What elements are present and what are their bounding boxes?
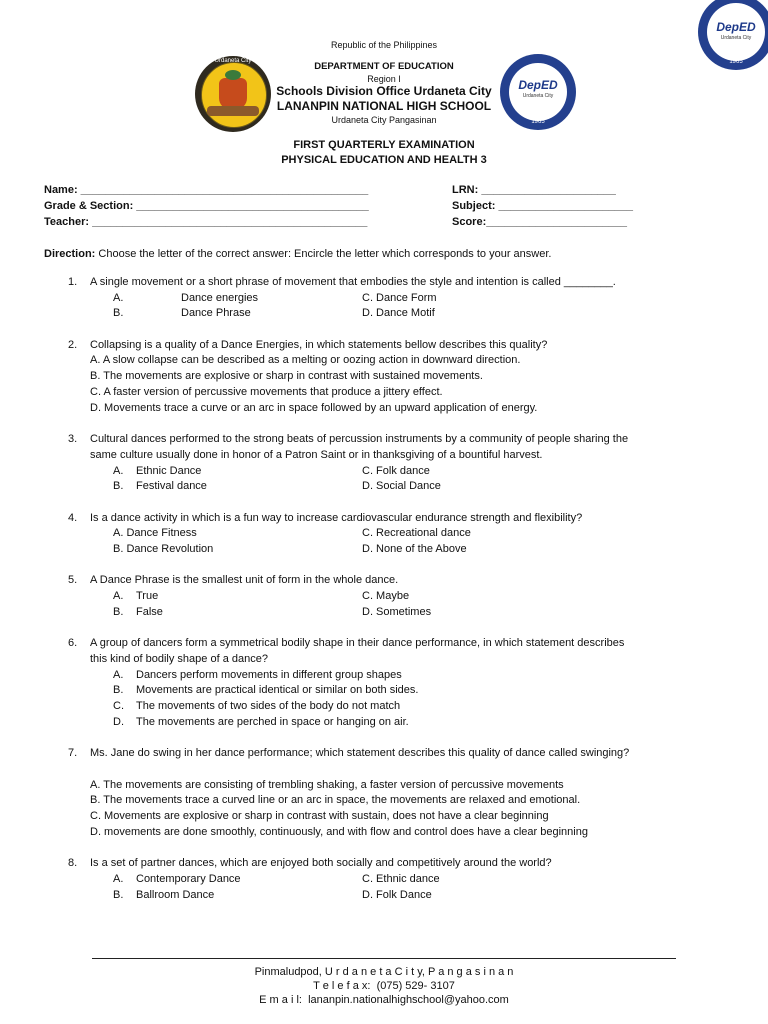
deped-logo-corner: DepED (716, 20, 756, 34)
direction-label: Direction: (44, 248, 96, 260)
choice-option[interactable]: D. movements are done smoothly, continuously, and with flow and control does have a clear beginning (90, 826, 588, 838)
choice-text[interactable]: Dance energies (181, 292, 259, 304)
choice-text[interactable]: D. Folk Dance (362, 889, 432, 901)
republic-line: Republic of the Philippines (330, 40, 438, 50)
choice-option[interactable]: D. Movements trace a curve or an arc in space followed by an upward application of energy. (90, 402, 538, 414)
choice-text[interactable]: Movements are practical identical or similar on both sides. (136, 684, 419, 696)
question-text: Collapsing is a quality of a Dance Energies, in which statements bellow describes this quality? (90, 339, 548, 351)
teacher-field[interactable]: Teacher: _____________________________________________ (44, 216, 368, 228)
exam-title: FIRST QUARTERLY EXAMINATION (293, 139, 475, 151)
lrn-field[interactable]: LRN: ______________________ (452, 184, 616, 196)
choice-option[interactable]: A. A slow collapse can be described as a melting or oozing action in downward direction. (90, 354, 521, 366)
choice-text[interactable]: C. Ethnic dance (362, 873, 440, 885)
school-location: Urdaneta City Pangasinan (331, 115, 437, 125)
choice-text[interactable]: Ethnic Dance (136, 465, 202, 477)
deped-logo: DepED (518, 78, 558, 92)
choice-letter[interactable]: B. (113, 889, 124, 901)
choice-letter[interactable]: A. (113, 669, 124, 681)
question-text: Ms. Jane do swing in her dance performance; which statement describes this quality of dance called swinging? (90, 747, 630, 759)
choice-letter[interactable]: A. (113, 873, 124, 885)
direction (44, 247, 551, 263)
choice-option[interactable]: C. Movements are explosive or sharp in contrast with sustain, does not have a clear beginning (90, 810, 549, 822)
choice-letter[interactable]: B. (113, 684, 124, 696)
choice-text[interactable]: Dance Phrase (181, 307, 251, 319)
choice-text[interactable]: Dancers perform movements in different group shapes (136, 669, 402, 681)
choice-text[interactable]: D. Sometimes (362, 606, 432, 618)
choice-letter[interactable]: B. (113, 307, 124, 319)
choice-text[interactable]: C. Recreational dance (362, 527, 471, 539)
grade-section-field[interactable]: Grade & Section: ______________________________________ (44, 200, 369, 212)
subject-field[interactable]: Subject: ______________________ (452, 200, 634, 212)
choice-text[interactable]: C. Dance Form (362, 292, 437, 304)
question-number: 8. (68, 857, 78, 869)
score-field[interactable]: Score:_______________________ (452, 216, 627, 228)
choice-text[interactable]: False (136, 606, 163, 618)
choice-text[interactable]: Ballroom Dance (136, 889, 215, 901)
question-text: Cultural dances performed to the strong beats of percussion instruments by a community of people sharing the (90, 433, 629, 445)
footer-divider (92, 958, 676, 959)
choice-letter[interactable]: A. (113, 465, 124, 477)
choice-option[interactable]: A. The movements are consisting of trembling shaking, a faster version of percussive movements (90, 779, 564, 791)
choice-text[interactable]: D. None of the Above (362, 543, 467, 555)
question-number: 2. (68, 339, 78, 351)
choice-text[interactable]: True (136, 590, 159, 602)
choice-text[interactable]: The movements of two sides of the body do not match (136, 700, 401, 712)
footer-telefax (0, 980, 768, 992)
choice-option[interactable]: C. A faster version of percussive movements that produce a jittery effect. (90, 386, 443, 398)
question-number: 3. (68, 433, 78, 445)
choice-text[interactable]: Festival dance (136, 480, 207, 492)
choice-letter[interactable]: B. (113, 606, 124, 618)
question-text: A group of dancers form a symmetrical bodily shape in their dance performance, in which statement describes (90, 637, 625, 649)
seal-label: Urdaneta City (214, 58, 252, 64)
footer-address: Pinmaludpod, U r d a n e t a C i t y, P a n g a s i n a n (254, 966, 514, 978)
choice-letter[interactable]: A. (113, 292, 124, 304)
choice-text[interactable]: D. Dance Motif (362, 307, 435, 319)
question-number: 5. (68, 574, 78, 586)
question-text: Is a dance activity in which is a fun way to increase cardiovascular endurance strength and flexibility? (90, 512, 583, 524)
exam-subject: PHYSICAL EDUCATION AND HEALTH 3 (281, 154, 487, 166)
choice-letter[interactable]: D. (113, 716, 124, 728)
choice-text[interactable]: The movements are perched in space or hanging on air. (136, 716, 409, 728)
question-text: Is a set of partner dances, which are enjoyed both socially and competitively around the world? (90, 857, 552, 869)
question-text: same culture usually done in honor of a Patron Saint or in thanksgiving of a bountiful harvest. (90, 449, 543, 461)
footer-email (0, 994, 768, 1006)
email-address[interactable]: lananpin.nationalhighschool@yahoo.com (308, 994, 509, 1006)
question-number: 6. (68, 637, 78, 649)
question-text: this kind of bodily shape of a dance? (90, 653, 268, 665)
region-line: Region I (367, 74, 401, 84)
question-number: 1. (68, 276, 78, 288)
telefax-number: (075) 529- 3107 (376, 980, 455, 992)
choice-text[interactable]: D. Social Dance (362, 480, 441, 492)
telefax-label: T e l e f a x: (313, 980, 371, 992)
question-text: A Dance Phrase is the smallest unit of form in the whole dance. (90, 574, 399, 586)
name-field[interactable]: Name: _______________________________________________ (44, 184, 369, 196)
direction-text: Choose the letter of the correct answer: Encircle the letter which corresponds to your answer. (95, 248, 552, 260)
choice-letter[interactable]: C. (113, 700, 124, 712)
lananpin-school-seal: DepED Urdaneta City 1965 (500, 54, 576, 130)
choice-option[interactable]: B. The movements trace a curved line or an arc in space, the movements are relaxed and emotional. (90, 794, 581, 806)
department-line: DEPARTMENT OF EDUCATION (314, 61, 454, 72)
choice-letter[interactable]: A. (113, 590, 124, 602)
choice-letter[interactable]: B. (113, 480, 124, 492)
email-label: E m a i l: (259, 994, 302, 1006)
choice-text[interactable]: B. Dance Revolution (113, 543, 214, 555)
division-line: Schools Division Office Urdaneta City (276, 84, 492, 98)
choice-text[interactable]: C. Folk dance (362, 465, 430, 477)
question-number: 7. (68, 747, 78, 759)
choice-text[interactable]: Contemporary Dance (136, 873, 241, 885)
school-name: LANANPIN NATIONAL HIGH SCHOOL (276, 99, 492, 113)
choice-text[interactable]: C. Maybe (362, 590, 410, 602)
choice-option[interactable]: B. The movements are explosive or sharp in contrast with sustained movements. (90, 370, 483, 382)
lananpin-school-seal-corner: DepED Urdaneta City 1965 (698, 0, 768, 70)
choice-text[interactable]: A. Dance Fitness (113, 527, 197, 539)
question-text: A single movement or a short phrase of movement that embodies the style and intention is called ________. (90, 276, 616, 288)
question-number: 4. (68, 512, 78, 524)
